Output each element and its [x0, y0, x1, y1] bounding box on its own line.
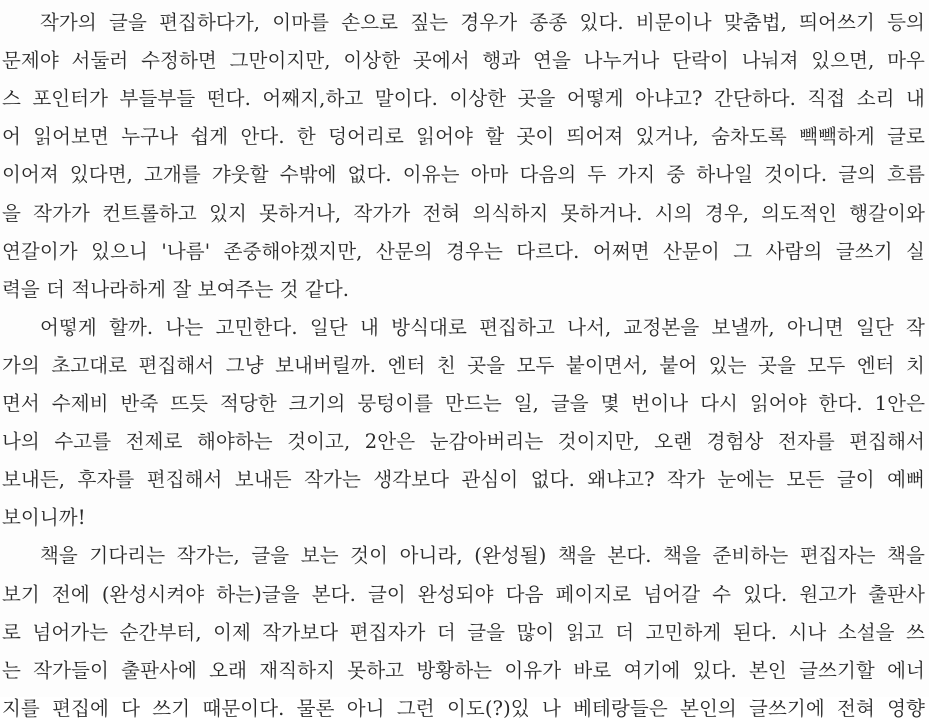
text-line: 어 읽어보면 누구나 쉽게 안다. 한 덩어리로 읽어야 할 곳이 띄어져 있거나, 숨차도록 빽빽하게 글로	[2, 125, 925, 149]
text-line: 문제야 서둘러 수정하면 그만이지만, 이상한 곳에서 행과 연을 나누거나 단락이 나눠져 있으면, 마우	[2, 49, 925, 73]
text-line: 면서 수제비 반죽 뜨듯 적당한 크기의 뭉텅이를 만드는 일, 글을 몇 번이나 다시 읽어야 한다. 1안은	[2, 392, 925, 415]
text-line: 력을 더 적나라하게 잘 보여주는 것 같다.	[2, 277, 350, 301]
text-line: 작가의 글을 편집하다가, 이마를 손으로 짚는 경우가 종종 있다. 비문이나 맞춤법, 띄어쓰기 등의	[40, 11, 925, 34]
text-line: 스 포인터가 부들부들 떤다. 어째지,하고 말이다. 이상한 곳을 어떻게 아냐고? 간단하다. 직접 소리 내	[2, 87, 925, 111]
text-line: 보이니까!	[2, 506, 86, 530]
text-line: 보내든, 후자를 편집해서 보내든 작가는 생각보다 관심이 없다. 왜냐고? 작가 눈에는 모든 글이 예뻐	[2, 468, 925, 492]
text-line: 어떻게 할까. 나는 고민한다. 일단 내 방식대로 편집하고 나서, 교정본을 보낼까, 아니면 일단 작	[40, 315, 925, 339]
text-line: 책을 기다리는 작가는, 글을 보는 것이 아니라, (완성될) 책을 본다. 책을 준비하는 편집자는 책을	[40, 544, 925, 568]
text-line: 지를 편집에 다 쓰기 때문이다. 물론 아니 그런 이도(?)있 나 베테랑들은 본인의 글쓰기에 전혀 영향	[2, 696, 925, 720]
text-line: 이어져 있다면, 고개를 갸웃할 수밖에 없다. 이유는 아마 다음의 두 가지 중 하나일 것이다. 글의 흐름	[2, 163, 925, 187]
text-line: 보기 전에 (완성시켜야 하는)글을 본다. 글이 완성되야 다음 페이지로 넘어갈 수 있다. 원고가 출판사	[2, 582, 925, 606]
text-line: 로 넘어가는 순간부터, 이제 작가보다 편집자가 더 글을 많이 읽고 더 고민하게 된다. 시나 소설을 쓰	[2, 620, 925, 644]
text-line: 연갈이가 있으니 '나름' 존중해야겠지만, 산문의 경우는 다르다. 어쩌면 산문이 그 사람의 글쓰기 실	[2, 239, 925, 263]
text-line: 는 작가들이 출판사에 오래 재직하지 못하고 방황하는 이유가 바로 여기에 있다. 본인 글쓰기할 에너	[2, 658, 925, 682]
text-line: 나의 수고를 전제로 해야하는 것이고, 2안은 눈감아버리는 것이지만, 오랜 경험상 전자를 편집해서	[2, 430, 925, 454]
text-line: 을 작가가 컨트롤하고 있지 못하거나, 작가가 전혀 의식하지 못하거나. 시의 경우, 의도적인 행갈이와	[2, 201, 925, 225]
text-line: 가의 초고대로 편집해서 그냥 보내버릴까. 엔터 친 곳을 모두 붙이면서, 붙어 있는 곳을 모두 엔터 치	[2, 353, 925, 377]
